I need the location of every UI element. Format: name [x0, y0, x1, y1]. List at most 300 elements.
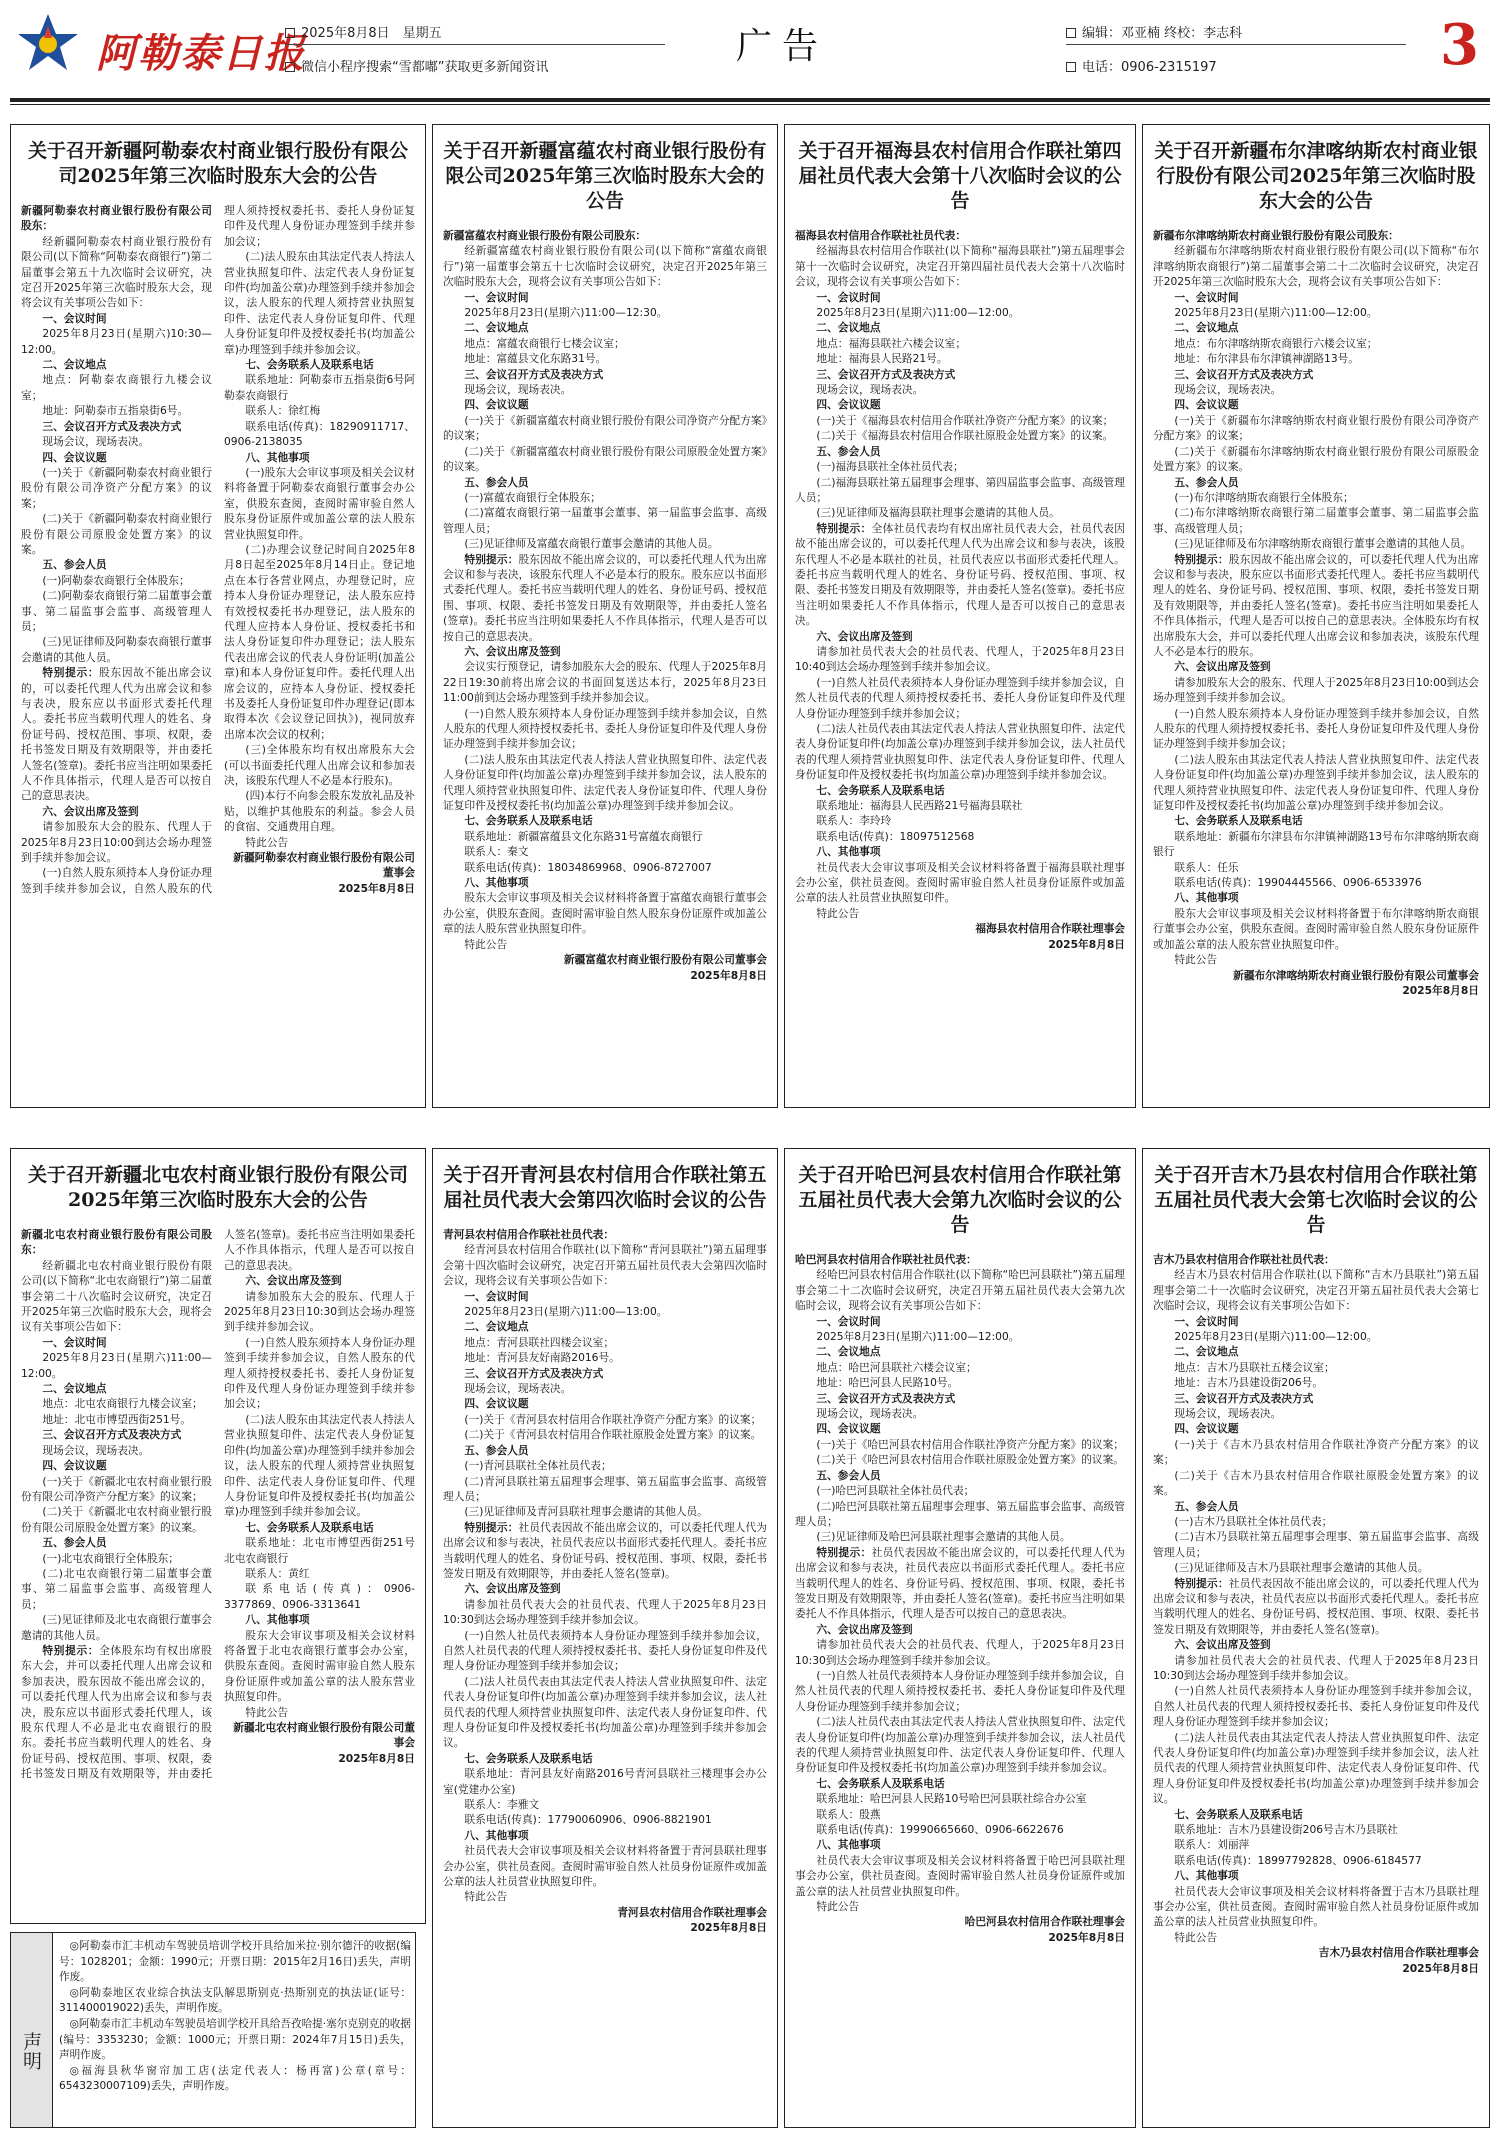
- checkbox-icon: [285, 62, 295, 72]
- paragraph: 现场会议，现场表决。: [464, 1382, 572, 1396]
- paragraph: 经福海县农村信用合作联社(以下简称“福海县联社”)第五届理事会第十一次临时会议研究，决定召开第四届社员代表大会第十八次临时会议，现将会议有关事项公告如下：: [795, 244, 1125, 289]
- paragraph: (三)全体股东均有权出席股东大会(可以书面委托代理人出席会议和参加表决，该股东代理人不必是本行股东)。: [224, 743, 415, 788]
- section-heading: 六、会议出席及签到: [42, 804, 139, 818]
- notice-qinghe-union: [432, 1148, 778, 2128]
- paragraph: 地址：哈巴河县人民路10号。: [816, 1376, 959, 1390]
- paragraph: 2025年8月23日(星期六)11:00—12:00。: [21, 1351, 212, 1380]
- notice-burqin-bank: [1142, 124, 1490, 1108]
- section-heading: 五、参会人员: [464, 475, 529, 489]
- signature-line: 福海县农村信用合作联社理事会: [975, 922, 1125, 936]
- paragraph: (二)法人社员代表由其法定代表人持法人营业执照复印件、法定代表人身份证复印件(均加盖公章)办理签到手续并参加会议，法人社员代表的代理人须持营业执照复印件、法定代表人身份证复印件、代理人身份证复印件及授权委托书(均加盖公章)办理签到手续并参加会议。: [443, 1674, 767, 1750]
- paragraph: 请参加股东大会的股东、代理人于2025年8月23日10:00到达会场办理签到手续并参加会议。: [1153, 675, 1479, 705]
- notice-body: [443, 1227, 767, 2123]
- notice-body: [795, 1252, 1125, 2128]
- section-heading: 四、会议议题: [42, 450, 107, 464]
- section-heading: 一、会议时间: [1174, 1314, 1239, 1328]
- paragraph: (一)自然人社员代表须持本人身份证办理签到手续并参加会议，自然人社员代表的代理人须持授权委托书、委托人身份证复印件及代理人身份证办理签到手续并参加会议；: [1153, 1684, 1479, 1729]
- addressee: 新疆北屯农村商业银行股份有限公司股东：: [21, 1228, 212, 1257]
- paragraph: 地点：布尔津喀纳斯农商银行六楼会议室；: [1174, 336, 1378, 350]
- section-heading: 三、会议召开方式及表决方式: [42, 419, 182, 433]
- paragraph: 经新疆阿勒泰农村商业银行股份有限公司(以下简称“阿勒泰农商银行”)第二届董事会第五十九次临时会议研究，决定召开2025年第三次临时股东大会，现将会议有关事项公告如下：: [21, 234, 212, 310]
- paragraph: (一)关于《哈巴河县农村信用合作联社净资产分配方案》的议案；: [816, 1437, 1124, 1451]
- paragraph: (二)哈巴河县联社第五届理事会理事、第五届监事会监事、高级管理人员；: [795, 1499, 1125, 1528]
- paragraph: 2025年8月23日(星期六)11:00—12:00。: [816, 306, 1020, 320]
- paragraph: 联系电话(传真)：0906-3377869、0906-3313641: [224, 1582, 415, 1611]
- paragraph: 2025年8月23日(星期六)10:30—12:00。: [21, 327, 212, 356]
- paragraph: (二)关于《青河县农村信用合作联社原股金处置方案》的议案。: [464, 1428, 762, 1442]
- paragraph: 联系地址：哈巴河县人民路10号哈巴河县联社综合办公室: [816, 1792, 1087, 1806]
- paragraph: 现场会议，现场表决。: [1174, 383, 1282, 397]
- checkbox-icon: [285, 28, 295, 38]
- paragraph: 联系电话(传真)：17790060906、0906-8821901: [464, 1813, 712, 1827]
- paragraph: 地址：青河县友好南路2016号。: [464, 1351, 620, 1365]
- paragraph: (二)关于《新疆布尔津喀纳斯农村商业银行股份有限公司原股金处置方案》的议案。: [1153, 444, 1479, 474]
- notice-jeminay-union: [1142, 1148, 1490, 2128]
- paragraph: (一)布尔津喀纳斯农商银行全体股东；: [1174, 490, 1354, 504]
- paragraph: (二)法人股东由其法定代表人持法人营业执照复印件、法定代表人身份证复印件(均加盖公章)办理签到手续并参加会议，法人股东的代理人须持营业执照复印件、法定代表人身份证复印件、代理人身份证复印件及授权委托书(均加盖公章)办理签到手续并参加会议。: [1153, 752, 1479, 813]
- section-heading: 一、会议时间: [464, 290, 529, 304]
- addressee: 青河县农村信用合作联社社员代表：: [443, 1228, 615, 1241]
- paragraph: 联系地址：青河县友好南路2016号青河县联社三楼理事会办公室(党建办公室): [443, 1767, 767, 1796]
- paragraph: (二)青河县联社第五届理事会理事、第五届监事会监事、高级管理人员；: [443, 1474, 767, 1503]
- paragraph: (一)自然人股东须持本人身份证办理签到手续并参加会议，自然人股东的代理人须持授权委托书、委托人身份证复印件及代理人身份证办理签到手续并参加会议；: [21, 204, 415, 895]
- paragraph: (三)见证律师及北屯农商银行董事会邀请的其他人员。: [21, 1613, 212, 1642]
- section-heading: 二、会议地点: [1174, 321, 1239, 335]
- paragraph: 地点：富蕴农商银行七楼会议室；: [464, 336, 625, 350]
- special-note-text: 全体股东均有权出席股东大会，并可以委托代理人出席会议和参加表决，股东因故不能出席会议的，可以委托代理人代为出席会议和参与表决，股东应以书面形式委托代理人，该股东代理人不必是北屯农商银行的股东。委托书应当载明代理人的姓名、身份证号码、授权范围、事项、权限，委托书签发日期及有效期限等，并由委托人签名(签章)。委托书应当注明如果委托人不作具体指示，代理人是否可以按自己的意思表决。: [21, 1228, 415, 1781]
- header-divider: [285, 44, 665, 45]
- checkbox-icon: [1066, 28, 1076, 38]
- section-heading: 五、参会人员: [816, 444, 881, 458]
- paragraph: (二)关于《哈巴河县农村信用合作联社原股金处置方案》的议案。: [816, 1453, 1124, 1467]
- paragraph: (二)关于《福海县农村信用合作联社原股金处置方案》的议案。: [816, 429, 1114, 443]
- paragraph: (三)见证律师及布尔津喀纳斯农商银行董事会邀请的其他人员。: [1174, 537, 1472, 551]
- paragraph: 联系地址：北屯市博望西街251号北屯农商银行: [224, 1536, 415, 1565]
- paragraph: 地址：布尔津县布尔津镇神湖路13号。: [1174, 352, 1359, 366]
- paragraph: 联系地址：阿勒泰市五指泉街6号阿勒泰农商银行: [224, 373, 415, 402]
- special-note-label: 特别提示：: [1174, 552, 1229, 566]
- paragraph: (二)法人社员代表由其法定代表人持法人营业执照复印件、法定代表人身份证复印件(均加盖公章)办理签到手续并参加会议，法人社员代表的代理人须持营业执照复印件、法定代表人身份证复印件、代理人身份证复印件及授权委托书(均加盖公章)办理签到手续并参加会议。: [795, 722, 1125, 782]
- section-heading: 二、会议地点: [42, 1382, 107, 1396]
- paragraph: (二)法人股东由其法定代表人持法人营业执照复印件、法定代表人身份证复印件(均加盖公章)办理签到手续并参加会议，法人股东的代理人须持营业执照复印件、法定代表人身份证复印件、代理人身份证复印件及授权委托书(均加盖公章)办理签到手续并参加会议。: [224, 250, 415, 356]
- section-heading: 三、会议召开方式及表决方式: [1174, 1391, 1314, 1405]
- declaration-item: ◎福海县秋华窗帘加工店(法定代表人：杨再富)公章(章号：6543230007109)丢失，声明作废。: [59, 2064, 411, 2093]
- paragraph: (一)自然人股东须持本人身份证办理签到手续并参加会议，自然人股东的代理人须持授权委托书、委托人身份证复印件及代理人身份证办理签到手续并参加会议；: [1153, 706, 1479, 751]
- declaration-item: ◎阿勒泰地区农业综合执法支队解思斯别克·热斯别克的执法证(证号：311400019022)丢失，声明作废。: [59, 1986, 411, 2015]
- paragraph: (一)关于《新疆布尔津喀纳斯农村商业银行股份有限公司净资产分配方案》的议案；: [1153, 413, 1479, 443]
- paragraph: (二)关于《新疆富蕴农村商业银行股份有限公司原股金处置方案》的议案。: [443, 444, 767, 474]
- notice-title: 关于召开福海县农村信用合作联社第四届社员代表大会第十八次临时会议的公告: [798, 140, 1122, 212]
- section-heading: 一、会议时间: [816, 1314, 881, 1328]
- notice-body: [21, 1227, 415, 1919]
- paragraph: 联系地址：新疆布尔津县布尔津镇神湖路13号布尔津喀纳斯农商银行: [1153, 829, 1479, 859]
- header-divider: [1066, 44, 1406, 45]
- special-note: [1153, 552, 1479, 660]
- signature-line: 哈巴河县农村信用合作联社理事会: [964, 1915, 1125, 1929]
- paragraph: 经青河县农村信用合作联社(以下简称“青河县联社”)第五届理事会第十四次临时会议研究，决定召开第五届社员代表大会第四次临时会议，现将会议有关事项公告如下：: [443, 1243, 767, 1288]
- notice-title: 关于召开吉木乃县农村信用合作联社第五届社员代表大会第七次临时会议的公告: [1154, 1164, 1478, 1236]
- newspaper-logo-icon: [12, 12, 84, 76]
- paragraph: 现场会议，现场表决。: [42, 435, 150, 449]
- paragraph: 请参加股东大会的股东、代理人于2025年8月23日10:30到达会场办理签到手续并参加会议。: [224, 1289, 415, 1334]
- signature-line: 2025年8月8日: [1402, 983, 1479, 997]
- paragraph: (一)吉木乃县联社全体社员代表；: [1174, 1514, 1333, 1528]
- paragraph: (二)北屯农商银行第二届董事会董事、第二届监事会监事、高级管理人员；: [21, 1566, 212, 1611]
- signature-line: 2025年8月8日: [1402, 1961, 1479, 1975]
- notice-habahe-union: [784, 1148, 1136, 2128]
- paragraph: 联系人：任乐: [1174, 860, 1239, 874]
- paragraph: (三)见证律师及阿勒泰农商银行董事会邀请的其他人员。: [21, 635, 212, 664]
- paragraph: 2025年8月23日(星期六)11:00—12:00。: [816, 1330, 1020, 1344]
- paragraph: 请参加社员代表大会的社员代表、代理人，于2025年8月23日10:30到达会场办理签到手续并参加会议。: [795, 1638, 1125, 1667]
- section-heading: 四、会议议题: [464, 398, 529, 412]
- paragraph: (二)关于《吉木乃县农村信用合作联社原股金处置方案》的议案。: [1153, 1468, 1479, 1498]
- declaration-box: [10, 1932, 416, 2128]
- signature-line: 新疆布尔津喀纳斯农村商业银行股份有限公司董事会: [1233, 968, 1479, 982]
- paragraph: 地址：阿勒泰市五指泉街6号。: [42, 404, 189, 418]
- paragraph: 地址：吉木乃县建设街206号。: [1174, 1376, 1324, 1390]
- notice-title: 关于召开新疆布尔津喀纳斯农村商业银行股份有限公司2025年第三次临时股东大会的公告: [1154, 140, 1478, 212]
- notice-fuhai-union: [784, 124, 1136, 1108]
- signature-line: 2025年8月8日: [338, 1751, 415, 1765]
- paragraph: (二)法人股东由其法定代表人持法人营业执照复印件、法定代表人身份证复印件(均加盖公章)办理签到手续并参加会议，法人股东的代理人须持营业执照复印件、法定代表人身份证复印件、代理人身份证复印件及授权委托书(均加盖公章)办理签到手续并参加会议。: [443, 752, 767, 813]
- section-heading: 五、参会人员: [1174, 475, 1239, 489]
- paragraph: (一)关于《吉木乃县农村信用合作联社净资产分配方案》的议案；: [1153, 1437, 1479, 1467]
- paragraph: 地址：北屯市博望西街251号。: [42, 1412, 192, 1426]
- section-heading: 二、会议地点: [816, 321, 881, 335]
- notice-title: 关于召开新疆富蕴农村商业银行股份有限公司2025年第三次临时股东大会的公告: [443, 140, 767, 212]
- section-heading: 四、会议议题: [1174, 1422, 1239, 1436]
- paragraph: 地点：哈巴河县联社六楼会议室；: [816, 1360, 977, 1374]
- notice-body: [1153, 1252, 1479, 2128]
- paragraph: 股东大会审议事项及相关会议材料将备置于布尔津喀纳斯农商银行董事会办公室，供股东查阅。查阅时需审验自然人股东身份证原件或加盖公章的法人股东营业执照复印件。: [1153, 906, 1479, 951]
- paragraph: 地点：吉木乃县联社五楼会议室；: [1174, 1360, 1335, 1374]
- paragraph: 经新疆富蕴农村商业银行股份有限公司(以下简称“富蕴农商银行”)第一届董事会第五十七次临时会议研究，决定召开2025年第三次临时股东大会，现将会议有关事项公告如下：: [443, 244, 767, 289]
- section-heading: 八、其他事项: [245, 1613, 310, 1627]
- paragraph: 特此公告: [245, 1705, 289, 1719]
- paragraph: 社员代表大会审议事项及相关会议材料将备置于吉木乃县联社理事会办公室，供社员查阅。查阅时需审验自然人社员身份证原件或加盖公章的法人社员营业执照复印件。: [1153, 1884, 1479, 1929]
- section-heading: 五、参会人员: [42, 558, 107, 572]
- paragraph: 联系电话(传真)：19904445566、0906-6533976: [1174, 876, 1422, 890]
- paragraph: (三)见证律师及青河县联社理事会邀请的其他人员。: [464, 1505, 708, 1519]
- paragraph: (一)关于《福海县农村信用合作联社净资产分配方案》的议案；: [816, 413, 1114, 427]
- section-heading: 四、会议议题: [1174, 398, 1239, 412]
- paragraph: (二)法人社员代表由其法定代表人持法人营业执照复印件、法定代表人身份证复印件(均加盖公章)办理签到手续并参加会议，法人社员代表的代理人须持营业执照复印件、法定代表人身份证复印件、代理人身份证复印件及授权委托书(均加盖公章)办理签到手续并参加会议。: [795, 1715, 1125, 1775]
- section-heading: 一、会议时间: [42, 1335, 107, 1349]
- paragraph: 股东大会审议事项及相关会议材料将备置于北屯农商银行董事会办公室，供股东查阅。查阅时需审验自然人股东身份证原件或加盖公章的法人股东营业执照复印件。: [224, 1628, 415, 1704]
- signature-line: 2025年8月8日: [1048, 1930, 1125, 1944]
- special-note-text: 股东因故不能出席会议的，可以委托代理人代为出席会议和参与表决，股东应以书面形式委托代理人。委托书应当载明代理人的姓名、身份证号码、授权范围、事项、权限，委托书签发日期及有效期限等，并由委托人签名(签章)。委托书应当注明如果委托人不作具体指示，代理人是否可以按自己的意思表决。全体股东均有权出席股东大会，并可以委托代理人出席会议和参加表决，该股东代理人不必是本行的股东。: [1153, 552, 1479, 658]
- paragraph: (一)自然人股东须持本人身份证办理签到手续并参加会议，自然人股东的代理人须持授权委托书、委托人身份证复印件及代理人身份证办理签到手续并参加会议；: [443, 706, 767, 751]
- paragraph: 请参加社员代表大会的社员代表、代理人于2025年8月23日10:30到达会场办理签到手续并参加会议。: [443, 1597, 767, 1627]
- paragraph: 特此公告: [816, 1900, 860, 1914]
- signature-line: 吉木乃县农村信用合作联社理事会: [1318, 1946, 1479, 1960]
- paragraph: 请参加股东大会的股东、代理人于2025年8月23日10:00到达会场办理签到手续并参加会议。: [21, 820, 212, 865]
- paragraph: 联系地址：福海县人民西路21号福海县联社: [816, 799, 1023, 813]
- paragraph: 现场会议，现场表决。: [1174, 1407, 1282, 1421]
- paragraph: 现场会议，现场表决。: [42, 1443, 150, 1457]
- paragraph: (二)关于《新疆阿勒泰农村商业银行股份有限公司原股金处置方案》的议案。: [21, 512, 212, 556]
- subscribe-note: 微信小程序搜索“雪都嘟”获取更多新闻资讯: [285, 56, 548, 75]
- paragraph: 特此公告: [464, 1890, 508, 1904]
- paragraph: 会议实行预登记，请参加股东大会的股东、代理人于2025年8月22日19:30前将出席会议的书面回复送达本行，2025年8月23日11:00前到达会场办理签到手续并参加会议。: [443, 660, 767, 705]
- paragraph: 联系电话(传真)：18097512568: [816, 829, 975, 843]
- paragraph: 地点：北屯农商银行九楼会议室；: [42, 1397, 203, 1411]
- section-heading: 二、会议地点: [1174, 1345, 1239, 1359]
- notice-body: [21, 203, 415, 1103]
- paragraph: (一)关于《新疆富蕴农村商业银行股份有限公司净资产分配方案》的议案；: [443, 413, 767, 443]
- paragraph: 地址：福海县人民路21号。: [816, 352, 948, 366]
- special-note-label: 特别提示：: [816, 521, 872, 535]
- notice-title: 关于召开新疆北屯农村商业银行股份有限公司2025年第三次临时股东大会的公告: [27, 1164, 408, 1211]
- section-heading: 一、会议时间: [816, 290, 881, 304]
- special-note-text: 社员代表因故不能出席会议的，可以委托代理人代为出席会议和参与表决，社员代表应以书面形式委托代理人。委托书应当载明代理人的姓名、身份证号码、授权范围、事项、权限、委托书签发日期及有效期限等，并由委托人签名(签章)。: [1153, 1576, 1479, 1636]
- paragraph: (二)吉木乃县联社第五届理事会理事、第五届监事会监事、高级管理人员；: [1153, 1530, 1479, 1559]
- declaration-item: ◎阿勒泰市汇丰机动车驾驶员培训学校开具给加米拉·别尔德汗的收据(编号：1028201；金额：1990元；开票日期：2015年2月16日)丢失，声明作废。: [59, 1940, 411, 1984]
- notice-title: 关于召开新疆阿勒泰农村商业银行股份有限公司2025年第三次临时股东大会的公告: [27, 140, 408, 187]
- section-title: 广告: [736, 26, 829, 67]
- section-heading: 二、会议地点: [464, 321, 529, 335]
- paragraph: 现场会议，现场表决。: [816, 1407, 924, 1421]
- section-heading: 六、会议出席及签到: [1174, 1638, 1271, 1652]
- paragraph: 特此公告: [464, 937, 508, 951]
- special-note-label: 特别提示：: [464, 1520, 519, 1534]
- notice-body: [1153, 228, 1479, 1108]
- section-heading: 七、会务联系人及联系电话: [816, 1776, 945, 1790]
- paragraph: 2025年8月23日(星期六)11:00—12:30。: [464, 306, 668, 320]
- paragraph: 经新疆布尔津喀纳斯农村商业银行股份有限公司(以下简称“布尔津喀纳斯农商银行”)第二届董事会第二十二次临时会议研究，决定召开2025年第三次临时股东大会，现将会议有关事项公告如下：: [1153, 244, 1479, 289]
- addressee: 新疆布尔津喀纳斯农村商业银行股份有限公司股东：: [1153, 229, 1399, 242]
- special-note-text: 全体社员代表均有权出席社员代表大会，社员代表因故不能出席会议的，可以委托代理人代为出席会议和参与表决，该股东代理人不必是本联社的社员，社员代表应以书面形式委托代理人。委托书应当载明代理人的姓名、身份证号码、授权范围、事项、权限、委托书签发日期及有效期限等，并由委托人签名(签章)。委托书应当注明如果委托人不作具体指示，代理人是否可以按自己的意思表决。: [795, 521, 1125, 628]
- section-heading: 四、会议议题: [464, 1397, 529, 1411]
- paragraph: 地址：富蕴县文化东路31号。: [464, 352, 607, 366]
- paragraph: (二)布尔津喀纳斯农商银行第二届董事会董事、第二届监事会监事、高级管理人员；: [1153, 506, 1479, 535]
- section-heading: 八、其他事项: [464, 876, 529, 890]
- addressee: 新疆阿勒泰农村商业银行股份有限公司股东：: [21, 204, 212, 233]
- paragraph: 联系地址：新疆富蕴县文化东路31号富蕴农商银行: [464, 829, 703, 843]
- paragraph: 特此公告: [1174, 953, 1218, 967]
- paragraph: 地点：福海县联社六楼会议室；: [816, 336, 967, 350]
- section-heading: 六、会议出席及签到: [245, 1274, 342, 1288]
- section-heading: 六、会议出席及签到: [464, 644, 561, 658]
- section-heading: 七、会务联系人及联系电话: [245, 358, 374, 372]
- paragraph: 现场会议，现场表决。: [816, 383, 924, 397]
- paragraph: 2025年8月23日(星期六)11:00—13:00。: [464, 1305, 668, 1319]
- paragraph: (一)阿勒泰农商银行全体股东；: [42, 573, 190, 587]
- declaration-label: 声明: [11, 1933, 53, 2128]
- special-note-text: 社员代表因故不能出席会议的，可以委托代理人代为出席会议和参与表决，社员代表应以书面形式委托代理人。委托书应当载明代理人的姓名、身份证号码、授权范围、事项、权限，委托书签发日期及有效期限等，并由委托人签名(签章)。: [443, 1520, 767, 1580]
- newspaper-name: 阿勒泰日报: [96, 30, 306, 77]
- paragraph: 社员代表大会审议事项及相关会议材料将备置于福海县联社理事会办公室，供社员查阅。查阅时需审验自然人社员身份证原件或加盖公章的法人社员营业执照复印件。: [795, 860, 1125, 905]
- section-heading: 六、会议出席及签到: [464, 1582, 561, 1596]
- signature-line: 2025年8月8日: [338, 881, 415, 895]
- addressee: 哈巴河县农村信用合作联社社员代表：: [795, 1253, 977, 1266]
- section-heading: 六、会议出席及签到: [1174, 660, 1271, 674]
- paragraph: (一)关于《新疆阿勒泰农村商业银行股份有限公司净资产分配方案》的议案；: [21, 465, 212, 510]
- paragraph: (一)关于《青河县农村信用合作联社净资产分配方案》的议案；: [464, 1412, 762, 1426]
- paragraph: 2025年8月23日(星期六)11:00—12:00。: [1174, 1330, 1378, 1344]
- phone-line: 电话：0906-2315197: [1066, 56, 1217, 75]
- section-heading: 三、会议召开方式及表决方式: [464, 1366, 604, 1380]
- paragraph: 现场会议，现场表决。: [464, 383, 572, 397]
- paragraph: 社员代表大会审议事项及相关会议材料将备置于青河县联社理事会办公室，供社员查阅。查阅时需审验自然人社员身份证原件或加盖公章的法人社员营业执照复印件。: [443, 1844, 767, 1889]
- section-heading: 七、会务联系人及联系电话: [1174, 814, 1303, 828]
- section-heading: 七、会务联系人及联系电话: [245, 1520, 374, 1534]
- section-heading: 八、其他事项: [816, 1838, 881, 1852]
- signature-line: 2025年8月8日: [1048, 937, 1125, 951]
- section-heading: 六、会议出席及签到: [816, 629, 913, 643]
- checkbox-icon: [1066, 62, 1076, 72]
- section-heading: 七、会务联系人及联系电话: [464, 814, 593, 828]
- addressee: 福海县农村信用合作联社社员代表：: [795, 229, 967, 242]
- paragraph: (一)青河县联社全体社员代表；: [464, 1459, 612, 1473]
- signature-line: 2025年8月8日: [690, 968, 767, 982]
- paragraph: 地点：阿勒泰农商银行九楼会议室；: [21, 373, 212, 402]
- paragraph: 经哈巴河县农村信用合作联社(以下简称“哈巴河县联社”)第五届理事会第二十二次临时会议研究，决定召开第五届社员代表大会第九次临时会议，现将会议有关事项公告如下：: [795, 1268, 1125, 1313]
- paragraph: (二)关于《新疆北屯农村商业银行股份有限公司原股金处置方案》的议案。: [21, 1505, 212, 1534]
- section-heading: 五、参会人员: [1174, 1499, 1239, 1513]
- paragraph: 地点：青河县联社四楼会议室；: [464, 1335, 615, 1349]
- addressee: 吉木乃县农村信用合作联社社员代表：: [1153, 1253, 1335, 1266]
- special-note-text: 股东因故不能出席会议的，可以委托代理人代为出席会议和参与表决，该股东代理人不必是本行的股东。股东应以书面形式委托代理人。委托书应当载明代理人的姓名、身份证号码、授权范围、事项、权限、委托书签发日期及有效期限等，并由委托人签名(签章)。委托书应当注明如果委托人不作具体指示，代理人是否可以按自己的意思表决。: [443, 552, 767, 643]
- notice-beitun-bank: [10, 1148, 426, 1924]
- section-heading: 七、会务联系人及联系电话: [816, 783, 945, 797]
- signature-line: 青河县农村信用合作联社理事会: [617, 1905, 767, 1919]
- paragraph: (二)办理会议登记时间自2025年8月8日起至2025年8月14日止。登记地点在本行各营业网点，办理登记时，应持本人身份证办理登记，法人股东应持有效授权委托书办理登记，法人股东的代理人应持本人身份证、授权委托书和法人身份证复印件办理登记；法人股东代表出席会议的代表人身份证明(加盖公章)和本人身份证复印件。委托代理人出席会议的，应持本人身份证、授权委托书及委托人身份证复印件办理登记(即本取得本次《会议登记回执》)，视同放弃出席本次会议的权利；: [224, 542, 415, 741]
- notice-title: 关于召开青河县农村信用合作联社第五届社员代表大会第四次临时会议的公告: [443, 1164, 767, 1211]
- notice-title: 关于召开哈巴河县农村信用合作联社第五届社员代表大会第九次临时会议的公告: [798, 1164, 1122, 1236]
- paragraph: 联系人：秦文: [464, 845, 529, 859]
- paragraph: 联系地址：吉木乃县建设街206号吉木乃县联社: [1174, 1823, 1398, 1837]
- paragraph: (一)哈巴河县联社全体社员代表；: [816, 1484, 975, 1498]
- special-note: [443, 552, 767, 644]
- paragraph: 经新疆北屯农村商业银行股份有限公司(以下简称“北屯农商银行”)第二届董事会第二十八次临时会议研究，决定召开2025年第三次临时股东大会，现将会议有关事项公告如下：: [21, 1258, 212, 1334]
- section-heading: 四、会议议题: [42, 1459, 107, 1473]
- paragraph: (一)自然人社员代表须持本人身份证办理签到手续并参加会议，自然人社员代表的代理人须持授权委托书、委托人身份证复印件及代理人身份证办理签到手续并参加会议；: [795, 675, 1125, 720]
- paragraph: (一)自然人股东须持本人身份证办理签到手续并参加会议，自然人股东的代理人须持授权委托书、委托人身份证复印件及代理人身份证办理签到手续并参加会议；: [224, 1335, 415, 1411]
- editor-line: 编辑：邓亚楠 终校：李志科: [1066, 22, 1242, 41]
- paragraph: (一)福海县联社全体社员代表；: [816, 460, 964, 474]
- paragraph: 联系电话(传真)：19990665660、0906-6622676: [816, 1823, 1064, 1837]
- section-heading: 三、会议召开方式及表决方式: [816, 1391, 956, 1405]
- paragraph: 联系人：殷燕: [816, 1807, 881, 1821]
- special-note-label: 特别提示：: [1174, 1576, 1229, 1590]
- paragraph: 特此公告: [816, 906, 860, 920]
- section-heading: 一、会议时间: [42, 311, 107, 325]
- signature-line: 新疆阿勒泰农村商业银行股份有限公司董事会: [233, 851, 415, 880]
- paragraph: (一)关于《新疆北屯农村商业银行股份有限公司净资产分配方案》的议案；: [21, 1474, 212, 1503]
- paragraph: (三)见证律师及哈巴河县联社理事会邀请的其他人员。: [816, 1530, 1071, 1544]
- paragraph: 社员代表大会审议事项及相关会议材料将备置于哈巴河县联社理事会办公室，供社员查阅。查阅时需审验自然人社员身份证原件或加盖公章的法人社员营业执照复印件。: [795, 1853, 1125, 1898]
- special-note-text: 社员代表因故不能出席会议的，可以委托代理人代为出席会议和参与表决，社员代表应以书面形式委托代理人。委托书应当载明代理人的姓名、身份证号码、授权范围、事项、权限，委托书签发日期及有效期限等，并由委托人签名(签章)。委托书应当注明如果委托人不作具体指示，代理人是否可以按自己的意思表决。: [795, 1545, 1125, 1621]
- section-heading: 二、会议地点: [464, 1320, 529, 1334]
- paragraph: 联系人：黄红: [245, 1566, 310, 1580]
- section-heading: 八、其他事项: [1174, 1869, 1239, 1883]
- special-note-label: 特别提示：: [42, 666, 100, 680]
- section-heading: 三、会议召开方式及表决方式: [42, 1428, 182, 1442]
- section-heading: 五、参会人员: [464, 1443, 529, 1457]
- paragraph: 请参加社员代表大会的社员代表、代理人，于2025年8月23日10:40到达会场办理签到手续并参加会议。: [795, 644, 1125, 674]
- page-number: 3: [1440, 12, 1479, 78]
- paragraph: 联系电话(传真)：18997792828、0906-6184577: [1174, 1853, 1422, 1867]
- paragraph: (四)本行不向参会股东发放礼品及补贴，以维护其他股东的利益。参会人员的食宿、交通费用自理。: [224, 789, 415, 834]
- notice-body: [795, 228, 1125, 1108]
- paragraph: 联系电话(传真)：18034869968、0906-8727007: [464, 860, 712, 874]
- paragraph: (一)富蕴农商银行全体股东；: [464, 490, 601, 504]
- paragraph: 2025年8月23日(星期六)11:00—12:00。: [1174, 306, 1378, 320]
- issue-date: 2025年8月8日 星期五: [285, 22, 442, 41]
- section-heading: 七、会务联系人及联系电话: [464, 1751, 593, 1765]
- section-heading: 四、会议议题: [816, 398, 881, 412]
- special-note: [443, 1520, 767, 1582]
- special-note-label: 特别提示：: [816, 1545, 872, 1559]
- paragraph: (二)阿勒泰农商银行第二届董事会董事、第二届监事会监事、高级管理人员；: [21, 589, 212, 633]
- section-heading: 一、会议时间: [464, 1289, 529, 1303]
- section-heading: 八、其他事项: [1174, 891, 1239, 905]
- paragraph: 联系电话(传真)：18290911717、0906-2138035: [224, 419, 415, 449]
- paragraph: (二)法人社员代表由其法定代表人持法人营业执照复印件、法定代表人身份证复印件(均加盖公章)办理签到手续并参加会议，法人社员代表的代理人须持营业执照复印件、法定代表人身份证复印件、代理人身份证复印件及授权委托书(均加盖公章)办理签到手续并参加会议。: [1153, 1730, 1479, 1806]
- section-heading: 三、会议召开方式及表决方式: [1174, 367, 1314, 381]
- special-note: [1153, 1576, 1479, 1638]
- paragraph: (三)见证律师及福海县联社理事会邀请的其他人员。: [816, 506, 1060, 520]
- special-note: [21, 665, 212, 804]
- declaration-item: ◎阿勒泰市汇丰机动车驾驶员培训学校开具给吾孜哈提·塞尔克别克的收据(编号：3353230；金额：1000元；开票日期：2024年7月15日)丢失，声明作废。: [59, 2017, 411, 2062]
- paragraph: (三)见证律师及吉木乃县联社理事会邀请的其他人员。: [1174, 1561, 1429, 1575]
- section-heading: 八、其他事项: [816, 845, 881, 859]
- special-note: [795, 521, 1125, 629]
- paragraph: (三)见证律师及富蕴农商银行董事会邀请的其他人员。: [464, 537, 719, 551]
- paragraph: (一)自然人社员代表须持本人身份证办理签到手续并参加会议，自然人社员代表的代理人须持授权委托书、委托人身份证复印件及代理人身份证办理签到手续并参加会议；: [443, 1628, 767, 1673]
- special-note-label: 特别提示：: [42, 1643, 100, 1657]
- paragraph: (二)富蕴农商银行第一届董事会董事、第一届监事会监事、高级管理人员；: [443, 506, 767, 535]
- paragraph: 联系人：李雅文: [464, 1798, 540, 1812]
- paragraph: 联系人：李玲玲: [816, 814, 892, 828]
- section-heading: 六、会议出席及签到: [816, 1622, 913, 1636]
- section-heading: 三、会议召开方式及表决方式: [816, 367, 956, 381]
- section-heading: 二、会议地点: [816, 1345, 881, 1359]
- section-heading: 八、其他事项: [464, 1828, 529, 1842]
- paragraph: (一)自然人社员代表须持本人身份证办理签到手续并参加会议，自然人社员代表的代理人须持授权委托书、委托人身份证复印件及代理人身份证办理签到手续并参加会议；: [795, 1668, 1125, 1713]
- section-heading: 五、参会人员: [816, 1468, 881, 1482]
- paragraph: 联系人：刘丽萍: [1174, 1838, 1250, 1852]
- paragraph: (一)股东大会审议事项及相关会议材料将备置于阿勒泰农商银行董事会办公室，供股东查阅，查阅时需审验自然人股东身份证原件或加盖公章的法人股东营业执照复印件。: [224, 465, 415, 541]
- declaration-body: [59, 1939, 411, 2095]
- paragraph: 请参加社员代表大会的社员代表、代理人于2025年8月23日10:30到达会场办理签到手续并参加会议。: [1153, 1653, 1479, 1682]
- section-heading: 一、会议时间: [1174, 290, 1239, 304]
- section-heading: 三、会议召开方式及表决方式: [464, 367, 604, 381]
- paragraph: 特此公告: [245, 835, 289, 849]
- signature-line: 新疆富蕴农村商业银行股份有限公司董事会: [563, 953, 767, 967]
- special-note-label: 特别提示：: [464, 552, 519, 566]
- paragraph: 联系人：徐红梅: [245, 404, 321, 418]
- notice-fuyun-bank: [432, 124, 778, 1108]
- notice-altay-bank: [10, 124, 426, 1108]
- masthead: [0, 0, 1500, 98]
- section-heading: 七、会务联系人及联系电话: [1174, 1807, 1303, 1821]
- notice-body: [443, 228, 767, 1108]
- paragraph: (一)北屯农商银行全体股东；: [42, 1551, 179, 1565]
- special-note-text: 股东因故不能出席会议的，可以委托代理人代为出席会议和参与表决，股东应以书面形式委托代理人。委托书应当载明代理人的姓名、身份证号码、授权范围、事项、权限，委托书签发日期及有效期限等，并由委托人签名(签章)。委托书应当注明如果委托人不作具体指示，代理人是否可以按自己的意思表决。: [21, 666, 212, 803]
- paragraph: 经吉木乃县农村信用合作联社(以下简称“吉木乃县联社”)第五届理事会第二十一次临时会议研究，决定召开第五届社员代表大会第七次临时会议，现将会议有关事项公告如下：: [1153, 1268, 1479, 1313]
- paragraph: (二)福海县联社第五届理事会理事、第四届监事会监事、高级管理人员；: [795, 475, 1125, 504]
- addressee: 新疆富蕴农村商业银行股份有限公司股东：: [443, 229, 647, 242]
- section-heading: 四、会议议题: [816, 1422, 881, 1436]
- signature-line: 新疆北屯农村商业银行股份有限公司董事会: [233, 1721, 415, 1750]
- masthead-rule-thin: [10, 104, 1490, 105]
- section-heading: 五、参会人员: [42, 1536, 107, 1550]
- masthead-rule: [10, 98, 1490, 102]
- section-heading: 八、其他事项: [245, 450, 310, 464]
